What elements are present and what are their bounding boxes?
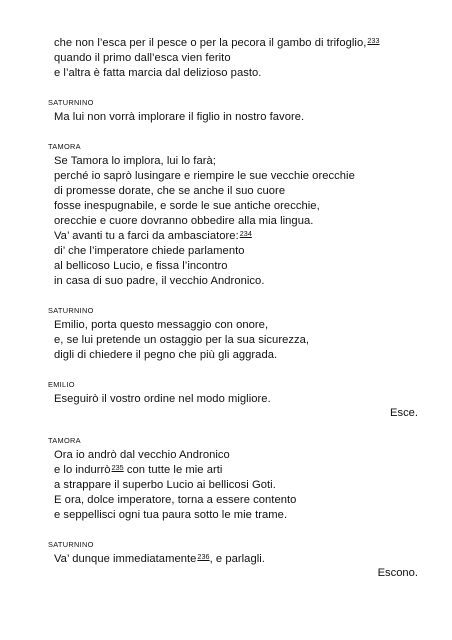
stage-direction: Escono. bbox=[377, 567, 418, 579]
verse-line: orecchie e cuore dovranno obbedire alla mia lingua. bbox=[54, 215, 314, 227]
verse-line: a strappare il superbo Lucio ai bellicosi Goti. bbox=[54, 479, 276, 491]
verse-line: e l’altra è fatta marcia dal delizioso pasto. bbox=[54, 67, 262, 79]
verse-line: di promesse dorate, che se anche il suo cuore bbox=[54, 185, 286, 197]
stage-direction: Esce. bbox=[390, 407, 418, 419]
verse-line: e seppellisci ogni tua paura sotto le mie trame. bbox=[54, 509, 288, 521]
footnote-ref[interactable]: 234 bbox=[239, 229, 252, 238]
speaker-name: TAMORA bbox=[48, 142, 81, 151]
verse-line: E ora, dolce imperatore, torna a essere contento bbox=[54, 494, 297, 506]
footnote-ref[interactable]: 235 bbox=[111, 463, 124, 472]
speaker-name: SATURNINO bbox=[48, 540, 94, 549]
verse-line: quando il primo dall’esca vien ferito bbox=[54, 52, 231, 64]
speaker-name: EMILIO bbox=[48, 380, 75, 389]
speaker-name: SATURNINO bbox=[48, 98, 94, 107]
verse-line: digli di chiedere il pegno che più gli aggrada. bbox=[54, 349, 278, 361]
verse-line: Emilio, porta questo messaggio con onore, bbox=[54, 319, 269, 331]
footnote-ref[interactable]: 233 bbox=[367, 36, 380, 45]
verse-line: di’ che l’imperatore chiede parlamento bbox=[54, 245, 245, 257]
verse-line: fosse inespugnabile, e sorde le sue antiche orecchie, bbox=[54, 200, 320, 212]
speaker-name: SATURNINO bbox=[48, 306, 94, 315]
verse-line: Eseguirò il vostro ordine nel modo migliore. bbox=[54, 393, 271, 405]
verse-line: e lo indurrò$^{235}$ con tutte le mie arti bbox=[54, 463, 223, 476]
verse-line: Se Tamora lo implora, lui lo farà; bbox=[54, 155, 216, 167]
speaker-name: TAMORA bbox=[48, 436, 81, 445]
verse-line: Va’ avanti tu a farci da ambasciatore:$^{234}$ bbox=[54, 229, 252, 242]
verse-line: Ma lui non vorrà implorare il figlio in nostro favore. bbox=[54, 111, 305, 123]
verse-line: Va’ dunque immediatamente$^{236}$, e parlagli. bbox=[54, 552, 265, 565]
verse-line: Ora io andrò dal vecchio Andronico bbox=[54, 449, 230, 461]
footnote-ref[interactable]: 236 bbox=[197, 552, 210, 561]
verse-line: perché io saprò lusingare e riempire le sue vecchie orecchie bbox=[54, 170, 355, 182]
verse-line: al bellicoso Lucio, e fissa l’incontro bbox=[54, 260, 228, 272]
verse-line: e, se lui pretende un ostaggio per la sua sicurezza, bbox=[54, 334, 310, 346]
verse-line: che non l’esca per il pesce o per la pecora il gambo di trifoglio,$^{233}$ bbox=[54, 36, 380, 49]
verse-line: in casa di suo padre, il vecchio Andronico. bbox=[54, 275, 265, 287]
